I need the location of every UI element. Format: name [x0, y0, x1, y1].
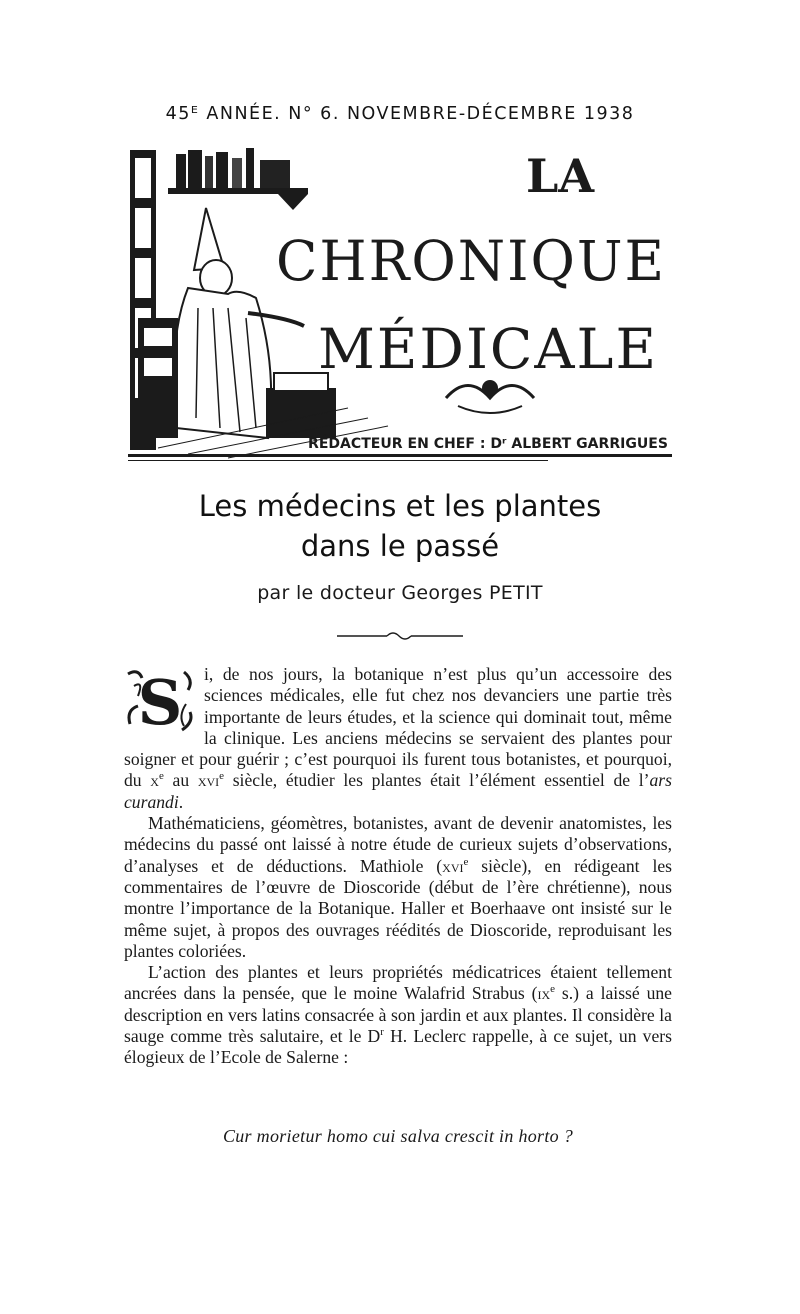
ornament-rule	[337, 629, 463, 643]
latin-quote: Cur morietur homo cui salva crescit in horto ?	[222, 1126, 574, 1146]
masthead	[128, 148, 672, 466]
logo-medicale: MÉDICALE	[318, 317, 658, 381]
logo-la: LA	[526, 149, 595, 203]
issue-line: 45ᴱ ANNÉE. N° 6. NOVEMBRE-DÉCEMBRE 1938	[165, 104, 635, 124]
title-line-2: dans le passé	[300, 529, 500, 563]
masthead-illustration	[128, 148, 672, 466]
article-body	[124, 664, 672, 1069]
paragraph-1: S i, de nos jours, la botanique n’est plus qu’un accessoire des sciences médicales, elle fut chez nos devanciers une partie très importante de leurs études, et la science qui dominait tout, même la clinique. Les anciens médecins se servaient des plantes pour soigner et pour guérir ; c’est pourquoi ils furent tous botanistes, et pourquoi, du $x^e$ au xvi$^e$ siècle, étudier les plantes était l’élément essentiel de l’ars curandi.	[124, 664, 672, 812]
svg-text:S: S	[137, 666, 183, 734]
title-line-1: Les médecins et les plantes	[198, 489, 602, 523]
dropcap-s	[124, 666, 196, 734]
paragraph-3: L’action des plantes et leurs propriétés médicatrices étaient tellement ancrées dans la pensée, que le moine Walafrid Strabus ($ix^e$ s.) a laissé une description en vers latins consacrée à son jardin et aux plantes. Il considère la sauge comme très salutaire, et le $D^r$ H. Leclerc rappelle, à ce sujet, un vers élogieux de l’Ecole de Salerne :	[124, 962, 672, 1068]
paragraph-2: Mathématiciens, géomètres, botanistes, avant de devenir anatomistes, les médecins du passé ont laissé à notre étude de curieux sujets d’observations, d’analyses et de déductions. Mathiole (xvi$^e$ siècle), en rédigeant les commentaires de l’œuvre de Dioscoride (début de l’ère chrétienne), nous montre l’importance de la Botanique. Haller et Boerhaave ont insisté sur le même sujet, à propos des ouvrages réédités de Dioscoride, reproduisant les plantes coloriées.	[124, 813, 672, 961]
logo-chronique: CHRONIQUE	[276, 229, 666, 293]
editor-line: RÉDACTEUR EN CHEF : Dʳ ALBERT GARRIGUES	[308, 436, 667, 452]
article-title	[0, 486, 800, 566]
byline: par le docteur Georges PETIT	[257, 582, 543, 604]
masthead-ornament	[446, 380, 534, 413]
